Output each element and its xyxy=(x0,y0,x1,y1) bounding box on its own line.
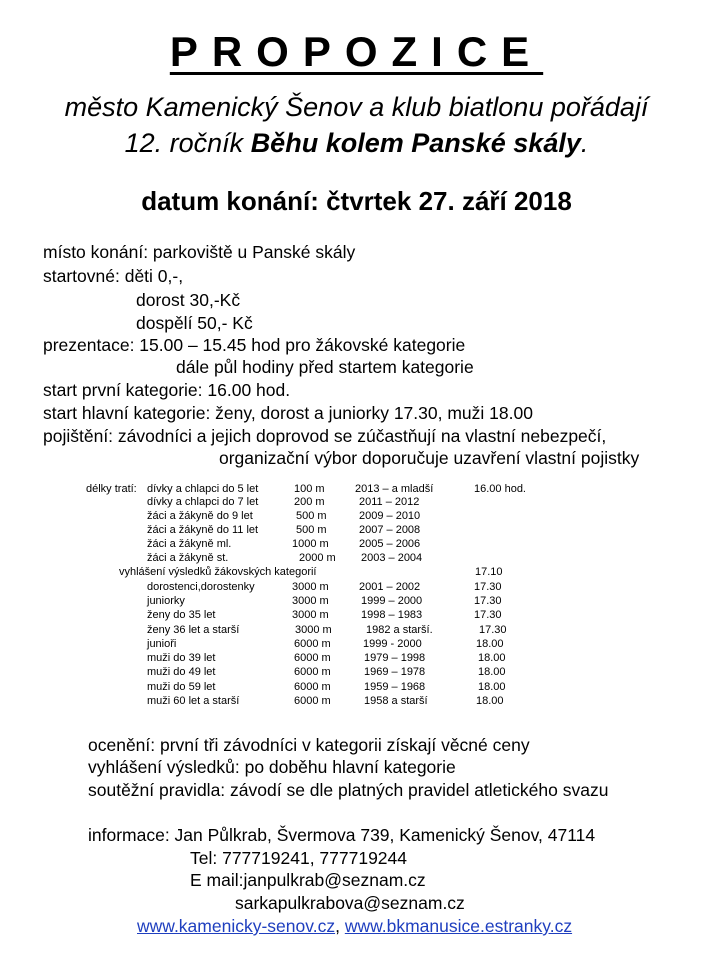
table-cell-distance: 6000 m xyxy=(294,681,331,693)
table-cell-distance: 3000 m xyxy=(292,609,329,621)
email-text-2: sarkapulkrabova@seznam.cz xyxy=(235,893,465,913)
table-cell-years: 1999 - 2000 xyxy=(363,638,422,650)
link-separator: , xyxy=(335,916,345,936)
table-cell-category: dívky a chlapci do 7 let xyxy=(147,496,259,508)
table-cell-time: 17.30 xyxy=(479,624,507,636)
table-cell-category: žáci a žákyně do 11 let xyxy=(147,524,259,536)
fee-junior: dorost 30,-Kč xyxy=(136,290,241,310)
main-start-text: start hlavní kategorie: ženy, dorost a juniorky 17.30, muži 18.00 xyxy=(43,403,533,423)
table-cell-category: ženy do 35 let xyxy=(147,609,216,621)
registration-text-2: dále půl hodiny před startem kategorie xyxy=(176,357,474,377)
table-cell-category: muži do 59 let xyxy=(147,681,216,693)
table-cell-years: 2005 – 2006 xyxy=(359,538,421,550)
table-cell-time: 18.00 xyxy=(476,638,504,650)
table-cell-category: dorostenci,dorostenky xyxy=(147,581,255,593)
table-cell-distance: 200 m xyxy=(294,496,325,508)
email-text-1: E mail:janpulkrab@seznam.cz xyxy=(190,870,426,890)
table-cell-years: 2007 – 2008 xyxy=(359,524,421,536)
phone-text: Tel: 777719241, 777719244 xyxy=(190,848,408,868)
table-cell-time: 16.00 hod. xyxy=(474,483,526,495)
page-title: PROPOZICE xyxy=(169,28,544,75)
table-cell-distance: 2000 m xyxy=(299,552,336,564)
registration-text: prezentace: 15.00 – 15.45 hod pro žákovské kategorie xyxy=(43,335,466,355)
table-cell-category: ženy 36 let a starší xyxy=(147,624,240,636)
table-cell-time: 17.30 xyxy=(474,581,502,593)
table-cell-time: 18.00 xyxy=(478,652,506,664)
web-links xyxy=(137,916,572,937)
fee-label: startovné: děti 0,-, xyxy=(43,266,184,286)
link-kamenicky-senov[interactable]: www.kamenicky-senov.cz xyxy=(137,916,336,936)
table-cell-years: 1979 – 1998 xyxy=(364,652,426,664)
table-cell-category: dívky a chlapci do 5 let xyxy=(147,483,259,495)
table-cell-years: 2001 – 2002 xyxy=(359,581,421,593)
table-cell-distance: 100 m xyxy=(294,483,325,495)
table-cell-category: muži 60 let a starší xyxy=(147,695,240,707)
table-cell-years: 1969 – 1978 xyxy=(364,666,426,678)
table-cell-category: žáci a žákyně st. xyxy=(147,552,229,564)
table-cell-years: 1959 – 1968 xyxy=(364,681,426,693)
table-cell-years: 1998 – 1983 xyxy=(361,609,423,621)
fee-adult: dospělí 50,- Kč xyxy=(136,313,253,333)
results-text: vyhlášení výsledků: po doběhu hlavní kategorie xyxy=(88,757,456,777)
edition-prefix: 12. ročník xyxy=(124,128,251,158)
table-cell-time: 17.30 xyxy=(474,609,502,621)
announcement-time: 17.10 xyxy=(475,566,503,578)
table-cell-years: 2003 – 2004 xyxy=(361,552,423,564)
table-cell-distance: 6000 m xyxy=(294,666,331,678)
table-cell-distance: 3000 m xyxy=(292,581,329,593)
table-cell-distance: 6000 m xyxy=(294,638,331,650)
table-cell-years: 2011 – 2012 xyxy=(359,496,420,508)
awards-text: ocenění: první tři závodníci v kategorii získají věcné ceny xyxy=(88,735,530,755)
table-cell-years: 2009 – 2010 xyxy=(359,510,421,522)
table-cell-years: 1958 a starší xyxy=(364,695,428,707)
table-cell-years: 1982 a starší. xyxy=(366,624,433,636)
race-name: Běhu kolem Panské skály xyxy=(250,128,581,158)
table-cell-category: žáci a žákyně ml. xyxy=(147,538,232,550)
rules-text: soutěžní pravidla: závodí se dle platných pravidel atletického svazu xyxy=(88,780,609,800)
event-date: datum konání: čtvrtek 27. září 2018 xyxy=(141,186,572,216)
insurance-text: pojištění: závodníci a jejich doprovod se zúčastňují na vlastní nebezpečí, xyxy=(43,426,607,446)
table-cell-time: 17.30 xyxy=(474,595,502,607)
table-cell-category: muži do 39 let xyxy=(147,652,216,664)
link-bkmanusice[interactable]: www.bkmanusice.estranky.cz xyxy=(344,916,573,936)
table-cell-years: 2013 – a mladší xyxy=(355,483,434,495)
first-start-text: start první kategorie: 16.00 hod. xyxy=(43,380,291,400)
edition-suffix: . xyxy=(580,128,589,158)
table-cell-years: 1999 – 2000 xyxy=(361,595,423,607)
table-cell-category: žáci a žákyně do 9 let xyxy=(147,510,253,522)
contact-text: informace: Jan Půlkrab, Švermova 739, Kamenický Šenov, 47114 xyxy=(88,825,596,845)
announcement-text: vyhlášení výsledků žákovských kategorií xyxy=(119,566,317,578)
table-cell-time: 18.00 xyxy=(478,681,506,693)
table-cell-time: 18.00 xyxy=(476,695,504,707)
table-cell-distance: 3000 m xyxy=(292,595,329,607)
table-cell-distance: 500 m xyxy=(296,510,327,522)
table-cell-category: juniorky xyxy=(147,595,185,607)
table-cell-time: 18.00 xyxy=(478,666,506,678)
table-cell-category: junioři xyxy=(147,638,177,650)
table-cell-distance: 6000 m xyxy=(294,652,331,664)
track-label: délky tratí: xyxy=(86,483,137,495)
table-cell-category: muži do 49 let xyxy=(147,666,216,678)
venue-text: místo konání: parkoviště u Panské skály xyxy=(43,242,356,262)
insurance-text-2: organizační výbor doporučuje uzavření vlastní pojistky xyxy=(219,448,640,468)
organizer-line: město Kamenický Šenov a klub biatlonu pořádají xyxy=(64,92,649,122)
table-cell-distance: 3000 m xyxy=(295,624,332,636)
table-cell-distance: 6000 m xyxy=(294,695,331,707)
table-cell-distance: 500 m xyxy=(296,524,327,536)
table-cell-distance: 1000 m xyxy=(292,538,329,550)
edition-line xyxy=(0,128,713,159)
